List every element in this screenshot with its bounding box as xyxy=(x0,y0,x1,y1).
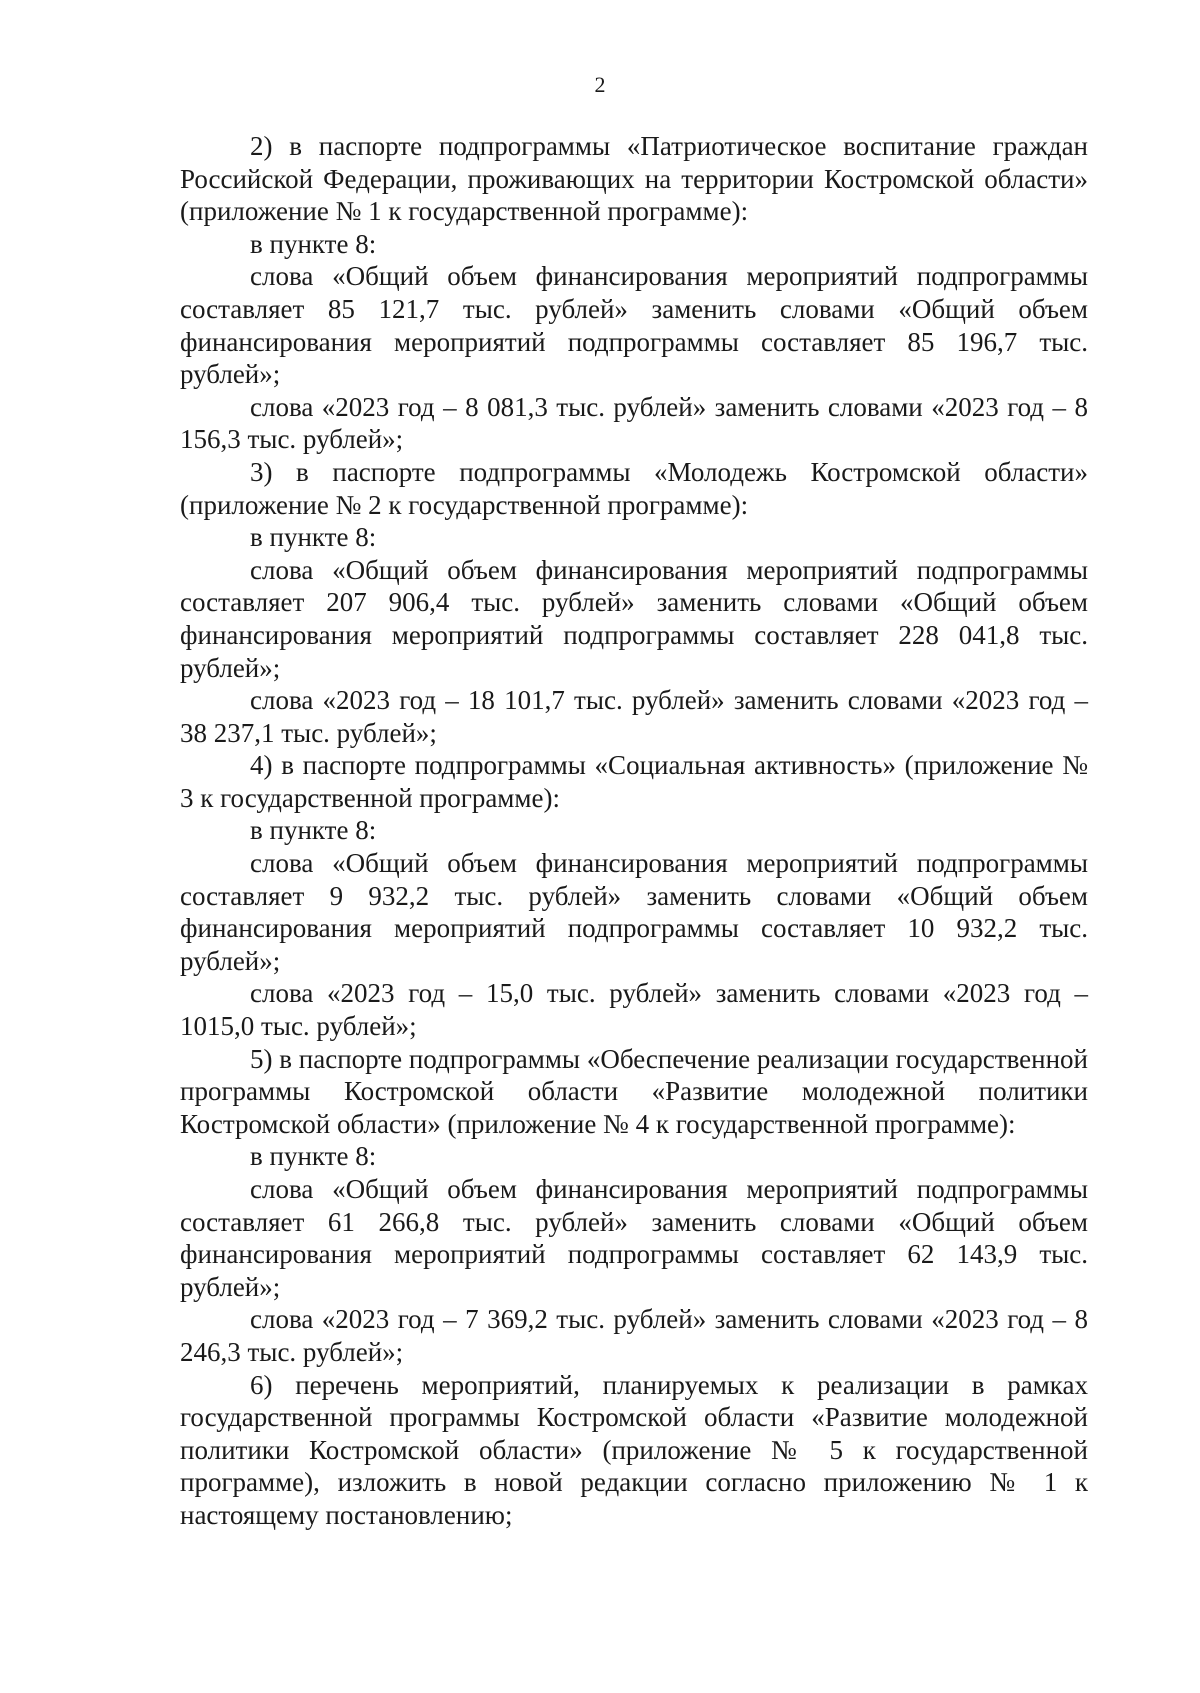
paragraph-item-3: 3) в паспорте подпрограммы «Молодежь Костромской области» (приложение № 2 к государственной программе): xyxy=(180,456,1088,520)
paragraph-item-4: 4) в паспорте подпрограммы «Социальная активность» (приложение № 3 к государственной программе): xyxy=(180,750,1088,813)
paragraph-subpoint: в пункте 8: xyxy=(250,522,377,553)
paragraph-subpoint: в пункте 8: xyxy=(250,228,377,259)
paragraph-amendment: слова «2023 год – 8 081,3 тыс. рублей» заменить словами «2023 год – 8 156,3 тыс. рублей»; xyxy=(180,391,1088,455)
paragraph-amendment: слова «Общий объем финансирования мероприятий подпрограммы составляет 9 932,2 тыс. рублей» заменить словами «Общий объем финансирования мероприятий подпрограммы составляет 10 932,2 тыс. рублей»; xyxy=(180,848,1088,976)
paragraph-subpoint: в пункте 8: xyxy=(250,1141,377,1172)
paragraph-amendment: слова «2023 год – 15,0 тыс. рублей» заменить словами «2023 год – 1015,0 тыс. рублей»; xyxy=(180,978,1088,1042)
paragraph-item-2: 2) в паспорте подпрограммы «Патриотическое воспитание граждан Российской Федерации, проживающих на территории Костромской области» (приложение № 1 к государственной программе): xyxy=(180,131,1088,227)
paragraph-subpoint: в пункте 8: xyxy=(250,815,377,846)
paragraph-amendment: слова «Общий объем финансирования мероприятий подпрограммы составляет 85 121,7 тыс. рублей» заменить словами «Общий объем финансирования мероприятий подпрограммы составляет 85 196,7 тыс. рублей»; xyxy=(180,261,1088,390)
paragraph-amendment: слова «Общий объем финансирования мероприятий подпрограммы составляет 207 906,4 тыс. рублей» заменить словами «Общий объем финансирования мероприятий подпрограммы составляет 228 041,8 тыс. рублей»; xyxy=(180,554,1088,683)
page-number: 2 xyxy=(594,72,606,97)
paragraph-amendment: слова «2023 год – 7 369,2 тыс. рублей» заменить словами «2023 год – 8 246,3 тыс. рублей»; xyxy=(180,1304,1088,1367)
paragraph-amendment: слова «Общий объем финансирования мероприятий подпрограммы составляет 61 266,8 тыс. рублей» заменить словами «Общий объем финансирования мероприятий подпрограммы составляет 62 143,9 тыс. рублей»; xyxy=(180,1174,1088,1302)
paragraph-item-6: 6) перечень мероприятий, планируемых к реализации в рамках государственной программы Костромской области «Развитие молодежной политики Костромской области» (приложение № 5 к государственной программе), изложить в новой редакции согласно приложению № 1 к настоящему постановлению; xyxy=(180,1369,1088,1530)
paragraph-amendment: слова «2023 год – 18 101,7 тыс. рублей» заменить словами «2023 год – 38 237,1 тыс. рублей»; xyxy=(180,685,1088,748)
paragraph-item-5: 5) в паспорте подпрограммы «Обеспечение реализации государственной программы Костромской области «Развитие молодежной политики Костромской области» (приложение № 4 к государственной программе): xyxy=(180,1043,1088,1139)
document-body xyxy=(180,130,1088,1532)
